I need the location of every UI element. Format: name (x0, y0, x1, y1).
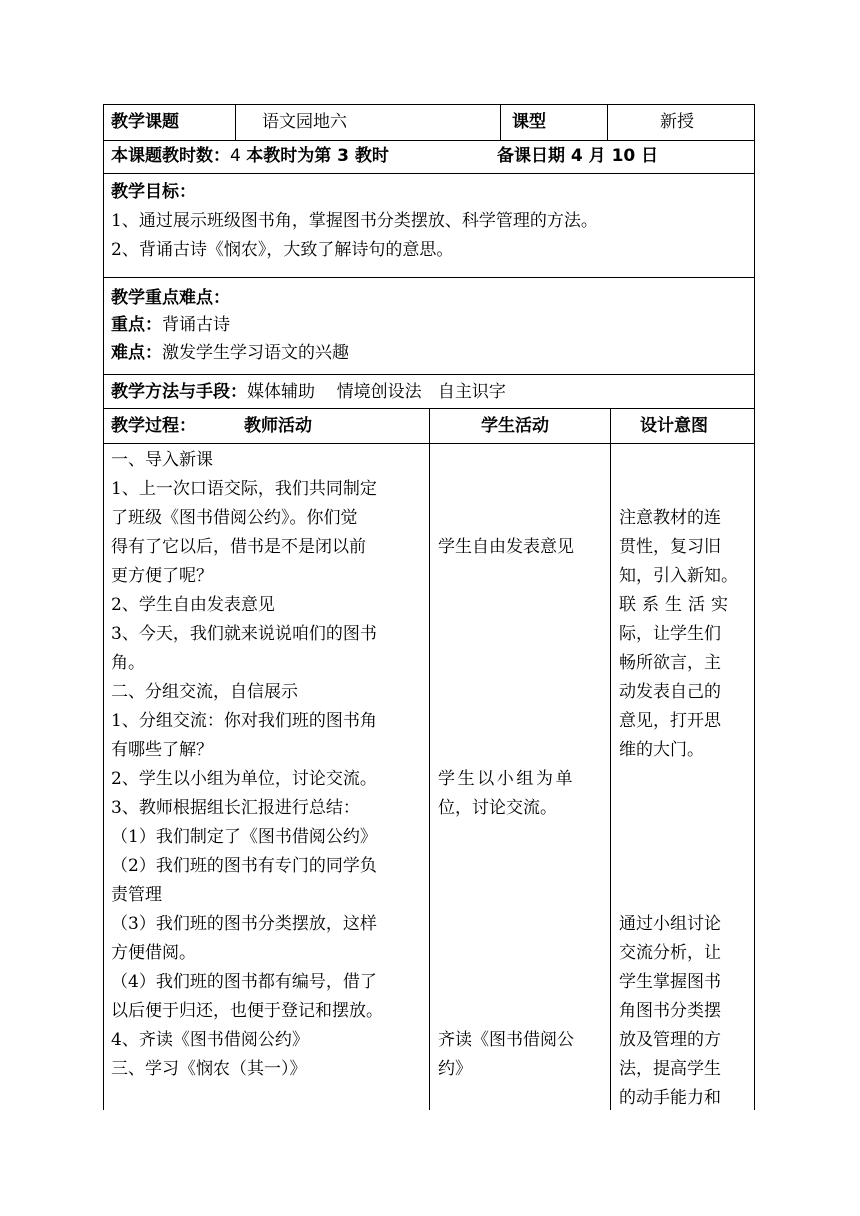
design-line: 放及管理的方 (619, 1030, 721, 1050)
table-border-left (103, 104, 104, 1110)
col-divider (235, 104, 236, 140)
table-border-right (754, 104, 755, 1110)
methods-row (111, 378, 506, 407)
teacher-line: 3、今天，我们就来说说咱们的图书 (111, 624, 377, 644)
lesson-type-value: 新授 (660, 112, 694, 132)
focus-value: 背诵古诗 (162, 315, 230, 335)
teacher-line: 责管理 (111, 885, 162, 905)
design-line: 通过小组讨论 (619, 914, 721, 934)
design-line: 知，引入新知。 (619, 566, 738, 586)
design-intent-header: 设计意图 (640, 416, 708, 436)
keypoint-difficulty (111, 339, 349, 368)
design-line (619, 765, 753, 794)
difficulty-label: 难点： (111, 343, 162, 363)
teacher-line: （3）我们班的图书分类摆放，这样 (111, 914, 377, 934)
current-lesson: 本教时为第 3 教时 (246, 146, 389, 166)
teacher-activity-header: 教师活动 (244, 416, 312, 436)
keypoints-heading: 教学重点难点： (111, 288, 230, 308)
teacher-line: 3、教师根据组长汇报进行总结： (111, 798, 360, 818)
col-divider (429, 408, 430, 1110)
teacher-line: 了班级《图书借阅公约》。你们觉 (111, 508, 358, 528)
difficulty-value: 激发学生学习语文的兴趣 (162, 343, 349, 363)
hours-label: 本课题教时数： (111, 146, 230, 166)
row-divider (103, 277, 755, 278)
teacher-line: 以后便于归还，也便于登记和摆放。 (111, 1001, 383, 1021)
teacher-line: （4）我们班的图书都有编号，借了 (111, 972, 377, 992)
lesson-hours-info (111, 144, 389, 168)
label-lesson-type: 课型 (512, 112, 546, 132)
teacher-line: 方便借阅。 (111, 943, 196, 963)
keypoint-focus (111, 311, 230, 340)
teacher-line: 一、导入新课 (111, 450, 213, 470)
design-line: 动发表自己的 (619, 682, 721, 702)
process-label: 教学过程： (111, 416, 196, 436)
design-intent-column (619, 446, 753, 1113)
teacher-line: 2、学生以小组为单位，讨论交流。 (111, 769, 377, 789)
methods-label: 教学方法与手段： (111, 382, 247, 402)
hours-value: 4 (230, 146, 247, 166)
row-divider (103, 374, 755, 375)
student-activity-column (438, 446, 608, 1084)
teacher-line: 三、学习《悯农（其一）》 (111, 1059, 307, 1079)
teacher-line: 角。 (111, 653, 145, 673)
student-line: 齐读《图书借阅公 (438, 1030, 574, 1050)
teacher-line: 二、分组交流，自信展示 (111, 682, 298, 702)
teacher-line: （2）我们班的图书有专门的同学负 (111, 856, 377, 876)
row-divider (103, 140, 755, 141)
table-border-top (103, 104, 755, 105)
teacher-line: （1）我们制定了《图书借阅公约》 (111, 827, 377, 847)
student-activity-header: 学生活动 (481, 416, 549, 436)
teacher-line: 2、学生自由发表意见 (111, 595, 275, 615)
label-course-title: 教学课题 (111, 112, 179, 132)
design-line: 意见，打开思 (619, 711, 721, 731)
design-line: 贯性，复习旧 (619, 537, 721, 557)
design-line: 注意教材的连 (619, 508, 721, 528)
design-line: 学生掌握图书 (619, 972, 721, 992)
design-line: 畅所欲言，主 (619, 653, 721, 673)
teacher-line: 得有了它以后，借书是不是闭以前 (111, 537, 366, 557)
teacher-activity-column (111, 446, 427, 1084)
focus-label: 重点： (111, 315, 162, 335)
design-line: 角图书分类摆 (619, 1001, 721, 1021)
teacher-line: 4、齐读《图书借阅公约》 (111, 1030, 309, 1050)
col-divider (607, 104, 608, 140)
teacher-line: 更方便了呢？ (111, 566, 213, 586)
teacher-line: 1、上一次口语交际，我们共同制定 (111, 479, 377, 499)
design-line: 际，让学生们 (619, 624, 721, 644)
student-line: 学生自由发表意见 (438, 537, 574, 557)
design-line: 交流分析，让 (619, 943, 721, 963)
design-line: 法，提高学生 (619, 1059, 721, 1079)
design-line: 联系生活实 (619, 595, 734, 615)
design-line: 的动手能力和 (619, 1088, 721, 1108)
objectives-heading: 教学目标： (111, 182, 196, 202)
design-line: 维的大门。 (619, 740, 704, 760)
prep-date: 备课日期 4 月 10 日 (497, 146, 659, 166)
student-line: 学生以小组为单 (438, 769, 576, 789)
teacher-line: 有哪些了解？ (111, 740, 213, 760)
col-divider (610, 408, 611, 1110)
col-divider (500, 104, 501, 140)
student-line: 约》 (438, 1059, 472, 1079)
objective-1: 1、通过展示班级图书角，掌握图书分类摆放、科学管理的方法。 (111, 211, 598, 231)
methods-value: 媒体辅助 情境创设法 自主识字 (247, 382, 506, 402)
objective-2: 2、背诵古诗《悯农》，大致了解诗句的意思。 (111, 240, 454, 260)
course-title-value: 语文园地六 (262, 112, 347, 132)
student-line: 位，讨论交流。 (438, 798, 557, 818)
teacher-line: 1、分组交流：你对我们班的图书角 (111, 711, 377, 731)
row-divider (103, 173, 755, 174)
